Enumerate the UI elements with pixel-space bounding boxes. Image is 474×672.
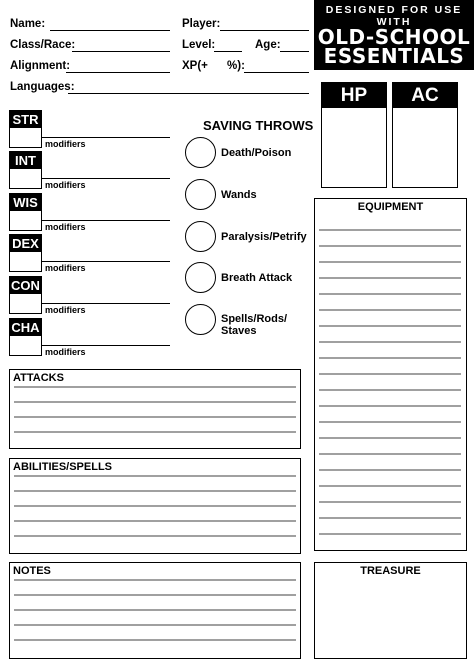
stat-line[interactable] [42,261,170,262]
stat-box-int[interactable] [9,151,42,189]
stat-line[interactable] [42,303,170,304]
save-label-breath: Breath Attack [221,272,293,284]
stat-line[interactable] [42,178,170,179]
stat-box-str[interactable] [9,110,42,148]
age-label: Age: [255,39,281,51]
ac-box[interactable] [392,82,458,188]
stat-box-cha[interactable] [9,318,42,356]
logo-tagline: DESIGNED FOR USE WITH [325,4,463,28]
notes-title: NOTES [13,565,51,577]
modifiers-label: modifiers [45,347,86,357]
xp-label: XP(+ %): [182,60,245,72]
stat-label: WIS [10,194,41,211]
equipment-lines [315,199,465,549]
modifiers-label: modifiers [45,222,86,232]
level-field[interactable] [214,51,242,52]
class-race-field[interactable] [72,51,170,52]
stat-line[interactable] [42,345,170,346]
save-label-spells: Spells/Rods/ [221,313,288,325]
stat-label: CHA [11,320,40,335]
hp-label: HP [322,83,386,108]
age-field[interactable] [280,51,309,52]
attacks-lines [10,370,300,448]
hp-box[interactable] [321,82,387,188]
ose-logo [314,0,474,70]
attacks-title: ATTACKS [13,372,64,384]
notes-lines [10,563,300,658]
stat-box-con[interactable] [9,276,42,314]
name-label: Name: [10,18,46,30]
stat-box-dex[interactable] [9,234,42,272]
stat-label: CON [11,278,40,293]
languages-label: Languages: [10,81,75,93]
stat-label: INT [10,152,41,169]
ac-label: AC [393,83,457,108]
languages-field[interactable] [68,93,309,94]
save-circle-death[interactable] [185,137,216,168]
equipment-box[interactable] [314,198,467,551]
save-label-paralysis: Paralysis/Petrify [221,231,307,243]
attacks-box[interactable] [9,369,301,449]
alignment-label: Alignment: [10,60,71,72]
save-circle-breath[interactable] [185,262,216,293]
notes-box[interactable] [9,562,301,659]
stat-box-wis[interactable] [9,193,42,231]
logo-title-line1: OLD-SCHOOL [317,25,471,49]
name-field[interactable] [50,30,170,31]
player-label: Player: [182,18,221,30]
equipment-title: EQUIPMENT [357,201,424,213]
stat-label: DEX [10,235,41,252]
player-field[interactable] [220,30,309,31]
save-label-staves: Staves [221,325,257,337]
stat-line[interactable] [42,137,170,138]
save-circle-wands[interactable] [185,179,216,210]
stat-line[interactable] [42,220,170,221]
save-label-death: Death/Poison [221,147,292,159]
modifiers-label: modifiers [45,305,86,315]
modifiers-label: modifiers [45,263,86,273]
level-label: Level: [182,39,216,51]
abilities-box[interactable] [9,458,301,554]
class-race-label: Class/Race: [10,39,76,51]
abilities-lines [10,459,300,553]
saving-throws-title: SAVING THROWS [203,118,314,133]
save-circle-spells[interactable] [185,304,216,335]
modifiers-label: modifiers [45,139,86,149]
save-label-wands: Wands [221,189,257,201]
abilities-title: ABILITIES/SPELLS [13,461,113,473]
logo-title-line2: ESSENTIALS [323,44,465,68]
treasure-box[interactable] [314,562,467,659]
xp-field[interactable] [244,72,309,73]
treasure-title: TREASURE [360,565,421,577]
modifiers-label: modifiers [45,180,86,190]
stat-label: STR [10,111,41,128]
alignment-field[interactable] [66,72,170,73]
save-circle-paralysis[interactable] [185,221,216,252]
